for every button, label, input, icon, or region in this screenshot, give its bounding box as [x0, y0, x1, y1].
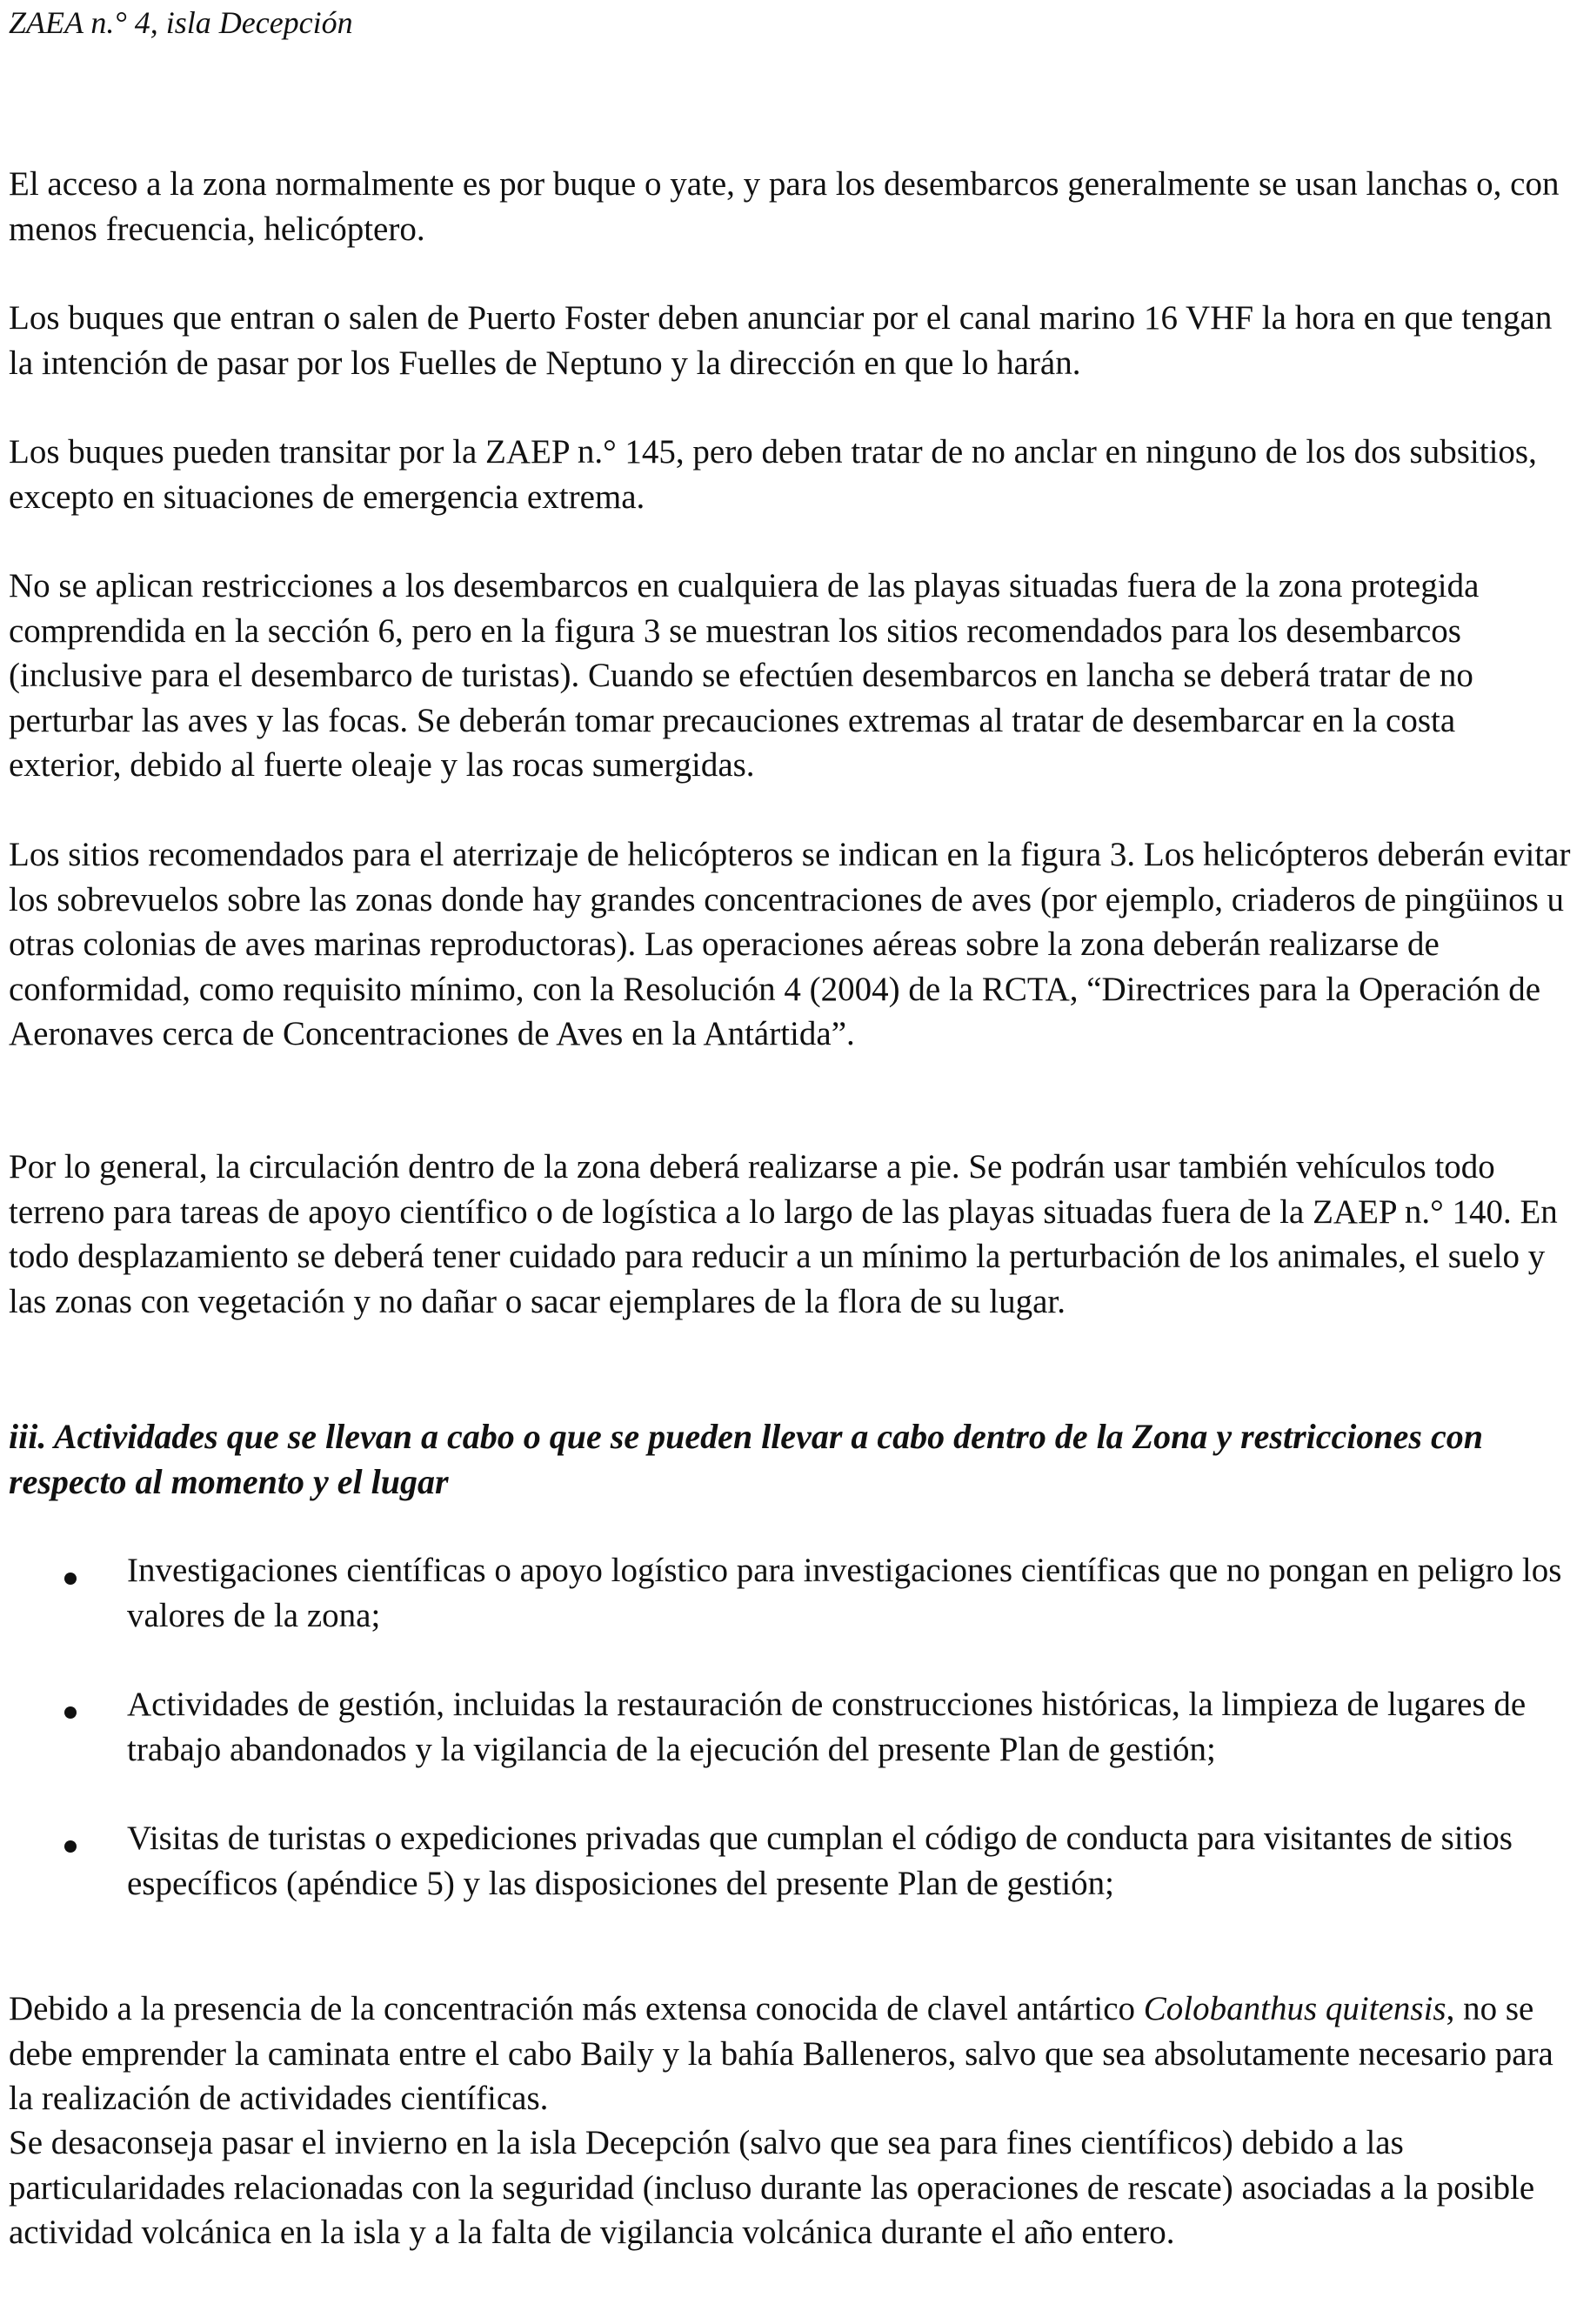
paragraph-circulation: Por lo general, la circulación dentro de la zona deberá realizarse a pie. Se podrán usar también vehículos todo terreno para tareas de apoyo científico o de logística a lo largo de las playas situadas fuera de la ZAEP n.° 140. En todo desplazamiento se deberá tener cuidado para reducir a un mínimo la perturbación de los animales, el suelo y las zonas con vegetación y no dañar o sacar ejemplares de la flora de su lugar.: [9, 1148, 1558, 1320]
paragraph-winter: Se desaconseja pasar el invierno en la isla Decepción (salvo que sea para fines científicos) debido a las particularidades relacionadas con la seguridad (incluso durante las operaciones de rescate) asociadas a la posible actividad volcánica en la isla y a la falta de vigilancia volcánica durante el año entero.: [9, 2124, 1535, 2251]
bullet-icon: [64, 1840, 77, 1853]
list-item-text: Investigaciones científicas o apoyo logístico para investigaciones científicas que no pongan en peligro los valores de la zona;: [127, 1552, 1562, 1634]
bullet-icon: [64, 1573, 77, 1585]
list-item-text: Actividades de gestión, incluidas la restauración de construcciones históricas, la limpieza de lugares de trabajo abandonados y la vigilancia de la ejecución del presente Plan de gestión;: [127, 1686, 1527, 1768]
paragraph-neptune-bellows: Los buques que entran o salen de Puerto Foster deben anunciar por el canal marino 16 VHF la hora en que tengan la intención de pasar por los Fuelles de Neptuno y la dirección en que lo harán.: [9, 299, 1553, 382]
bullet-icon: [64, 1706, 77, 1719]
paragraph-asma-145: Los buques pueden transitar por la ZAEP n.° 145, pero deben tratar de no anclar en ninguno de los dos subsitios, excepto en situaciones de emergencia extrema.: [9, 433, 1537, 516]
page-header: ZAEA n.° 4, isla Decepción: [9, 5, 353, 40]
paragraph-access: El acceso a la zona normalmente es por buque o yate, y para los desembarcos generalmente se usan lanchas o, con menos frecuencia, helicóptero.: [9, 165, 1560, 248]
section-heading-activities: iii. Actividades que se llevan a cabo o que se pueden llevar a cabo dentro de la Zona y restricciones con respecto al momento y el lugar: [9, 1417, 1483, 1501]
paragraph-helicopters: Los sitios recomendados para el aterrizaje de helicópteros se indican en la figura 3. Los helicópteros deberán evitar los sobrevuelos sobre las zonas donde hay grandes concentraciones de aves (por ejemplo, criaderos de pingüinos u otras colonias de aves marinas reproductoras). Las operaciones aéreas sobre la zona deberán realizarse de conformidad, como requisito mínimo, con la Resolución 4 (2004) de la RCTA, “Directrices para la Operación de Aeronaves cerca de Concentraciones de Aves en la Antártida”.: [9, 836, 1571, 1052]
species-name: Colobanthus quitensis: [1143, 1990, 1446, 2027]
paragraph-colobanthus: Debido a la presencia de la concentración más extensa conocida de clavel antártico Colobanthus quitensis, no se debe emprender la caminata entre el cabo Baily y la bahía Balleneros, salvo que sea absolutamente necesario para la realización de actividades científicas.: [9, 1990, 1553, 2117]
list-item-text: Visitas de turistas o expediciones privadas que cumplan el código de conducta para visitantes de sitios específicos (apéndice 5) y las disposiciones del presente Plan de gestión;: [127, 1820, 1513, 1902]
paragraph-landings: No se aplican restricciones a los desembarcos en cualquiera de las playas situadas fuera de la zona protegida comprendida en la sección 6, pero en la figura 3 se muestran los sitios recomendados para los desembarcos (inclusive para el desembarco de turistas). Cuando se efectúen desembarcos en lancha se deberá tratar de no perturbar las aves y las focas. Se deberán tomar precauciones extremas al tratar de desembarcar en la costa exterior, debido al fuerte oleaje y las rocas sumergidas.: [9, 567, 1480, 784]
